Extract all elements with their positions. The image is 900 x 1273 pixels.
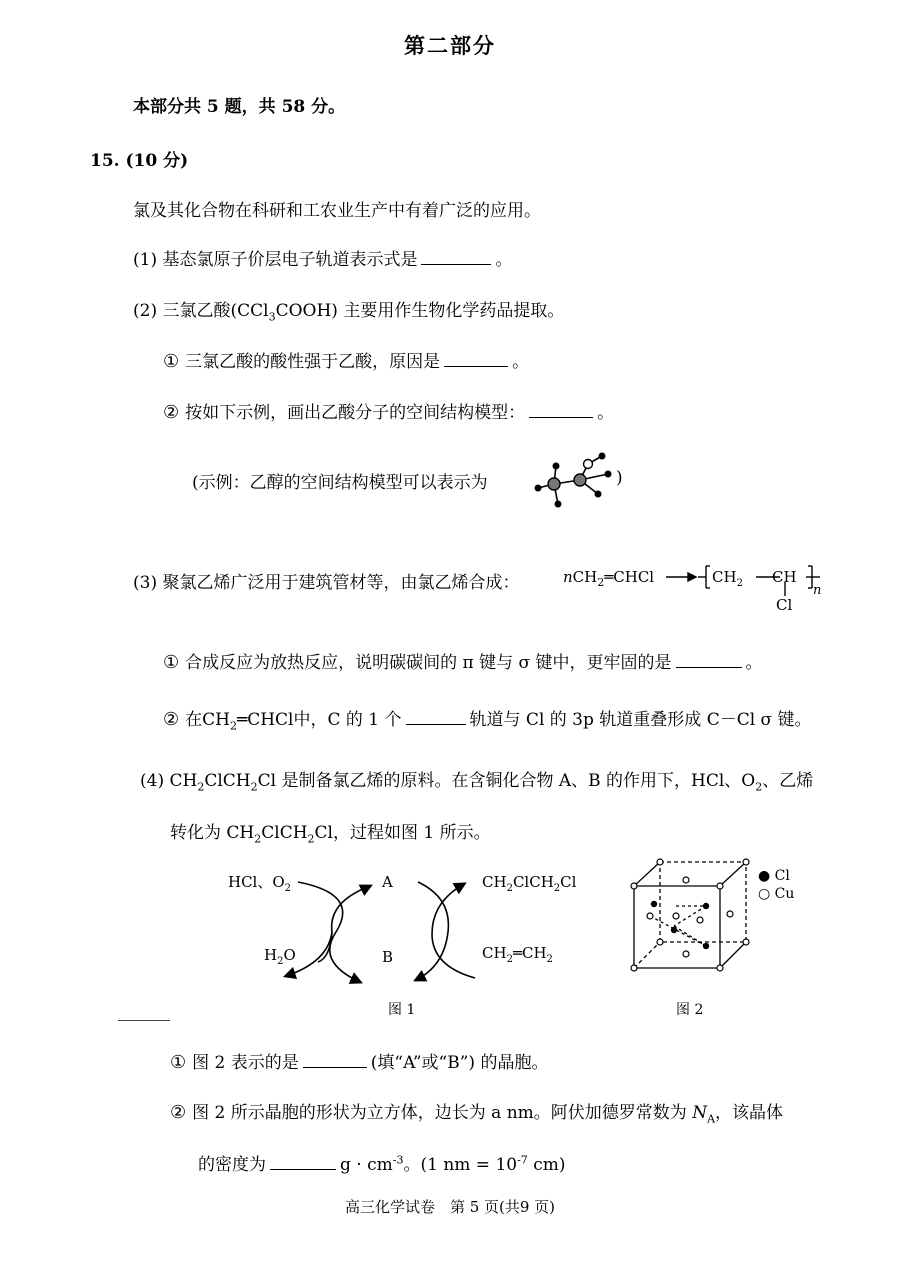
question-points: (10 分) [125,151,189,171]
product-cl: Cl [776,596,793,614]
q2-pre: (2) 三氯乙酸(CCl [133,301,269,321]
q4-sub: 2 [755,780,763,794]
answer-blank[interactable] [529,401,593,418]
avogadro-sub: A [707,1112,716,1126]
q4-line1-mid: ClCH [204,771,251,791]
section-intro: 本部分共 5 题，共 58 分。 [133,97,346,117]
carbon-atom-1 [548,478,560,490]
polymer-structure [664,560,824,620]
q4-1-num: ① [170,1052,187,1073]
carbon-atom-2 [574,474,586,486]
hydrogen-atom [605,471,612,478]
q3-text: (3) 聚氯乙烯广泛用于建筑管材等，由氯乙烯合成： [133,573,520,593]
q4-2-line2-post: 。(1 nm = 10 [403,1155,518,1175]
label-h2o: $H_2O$ [264,946,296,967]
product-n: n [813,583,822,598]
q3-2-num: ② [163,709,180,730]
q2-1-text: 三氯乙酸的酸性强于乙酸，原因是 [185,352,441,372]
answer-blank[interactable] [421,248,491,265]
subquestion-3-1: ① 合成反应为放热反应，说明碳碳间的 π 键与 σ 键中，更牢固的是 。 [163,652,763,673]
q4-line1-end: 、乙烯 [762,771,814,791]
oxygen-atom [584,460,593,469]
subquestion-4-line2 [170,818,491,845]
hydrogen-atom [599,453,606,460]
q4-2-line2-end: cm) [527,1155,566,1175]
figure-2-unit-cell [620,850,800,1030]
q3-2-post: 轨道与 Cl 的 3p 轨道重叠形成 C－Cl σ 键。 [469,710,812,730]
subquestion-1-text: (1) 基态氯原子价层电子轨道表示式是 [133,250,418,270]
hydrogen-atom [553,463,560,470]
q2-2-num: ② [163,402,180,423]
q4-sub: 2 [197,780,205,794]
density-unit-exp: -3 [392,1153,404,1167]
q2-post: COOH) 主要用作生物化学药品提取。 [275,301,565,321]
q2-sub: 3 [268,310,276,324]
subquestion-3-2 [163,705,812,732]
subquestion-3 [133,568,519,593]
q4-line1-pre: (4) CH [140,771,198,791]
subquestion-4-2-line1 [170,1098,783,1125]
subquestion-4-2-line2 [198,1150,565,1175]
reaction-equation [563,568,654,589]
q4-2-line1-end: ，该晶体 [715,1103,784,1123]
q3-2-mid: ═CHCl中，C 的 1 个 [236,710,402,730]
hydrogen-atom [555,501,562,508]
answer-blank[interactable] [444,350,508,367]
answer-blank[interactable] [270,1153,336,1170]
q4-line2-mid: ClCH [261,823,308,843]
q4-sub: 2 [307,832,315,846]
answer-blank[interactable] [676,651,742,668]
hydrogen-atom [595,491,602,498]
reactant-sub: 2 [597,576,605,589]
answer-blank[interactable] [303,1051,367,1068]
label-ethylene: $CH_2═CH_2$ [482,944,553,965]
example-suffix: ) [616,468,623,488]
subquestion-2-2: ② 按如下示例，画出乙酸分子的空间结构模型： 。 [163,402,615,423]
figure-2-caption: 图 2 [676,1002,704,1018]
q4-line2-post: Cl，过程如图 1 所示。 [314,823,491,843]
subquestion-2 [133,296,564,323]
figure-1-caption: 图 1 [388,1002,416,1018]
reactant-n: n [563,568,573,586]
hydrogen-atom [535,485,542,492]
q4-sub: 2 [250,780,258,794]
label-b: B [382,948,394,966]
scan-mark [118,1020,170,1021]
product-ch: CH [772,568,797,586]
product-ch2: $CH_2$ [712,568,743,589]
q4-2-line2-pre: 的密度为 [198,1155,266,1175]
q2-2-text: 按如下示例，画出乙酸分子的空间结构模型： [185,403,526,423]
q4-line2-pre: 转化为 CH [170,823,255,843]
q2-1-num: ① [163,351,180,372]
figure-1-cycle [220,862,600,1032]
nm-exp: -7 [517,1153,528,1167]
q4-line1-post: Cl 是制备氯乙烯的原料。在含铜化合物 A、B 的作用下，HCl、O [257,771,756,791]
label-hcl-o2: HCl、$O_2$ [228,873,292,894]
subquestion-2-1: ① 三氯乙酸的酸性强于乙酸，原因是 。 [163,351,530,372]
q4-1-pre: 图 2 表示的是 [192,1053,299,1073]
question-header [90,146,188,171]
section-title: 第二部分 [404,33,496,58]
ethanol-model-figure [522,442,622,514]
label-product: $CH_2ClCH_2Cl$ [482,873,577,894]
q4-1-post: (填“A”或“B”) 的晶胞。 [370,1053,549,1073]
q4-sub: 2 [254,832,262,846]
question-lead: 氯及其化合物在科研和工农业生产中有着广泛的应用。 [133,201,541,221]
q3-1-num: ① [163,652,180,673]
example-prefix: (示例：乙醇的空间结构模型可以表示为 [192,473,488,493]
subquestion-1: (1) 基态氯原子价层电子轨道表示式是 。 [133,250,513,270]
q4-2-num: ② [170,1102,187,1123]
question-number: 15. [90,151,120,171]
q3-2-sub: 2 [229,719,237,733]
answer-blank[interactable] [406,708,466,725]
legend-cu: ○ Cu [758,886,795,902]
density-unit: g · cm [340,1155,393,1175]
legend-cl: ● Cl [758,868,790,884]
q3-1-text: 合成反应为放热反应，说明碳碳间的 π 键与 σ 键中，更牢固的是 [185,653,672,673]
label-a: A [382,873,393,891]
subquestion-4-line1 [140,766,813,793]
subquestion-4-1 [170,1048,548,1073]
q4-2-line1: 图 2 所示晶胞的形状为立方体，边长为 a nm。阿伏加德罗常数为 [192,1103,687,1123]
q3-2-pre: 在CH [185,710,230,730]
reactant-ch: CH [572,568,598,586]
avogadro-symbol: N [692,1103,708,1123]
reactant-rest: ═CHCl [604,568,655,586]
page-footer: 高三化学试卷 第 5 页(共9 页) [344,1198,556,1216]
